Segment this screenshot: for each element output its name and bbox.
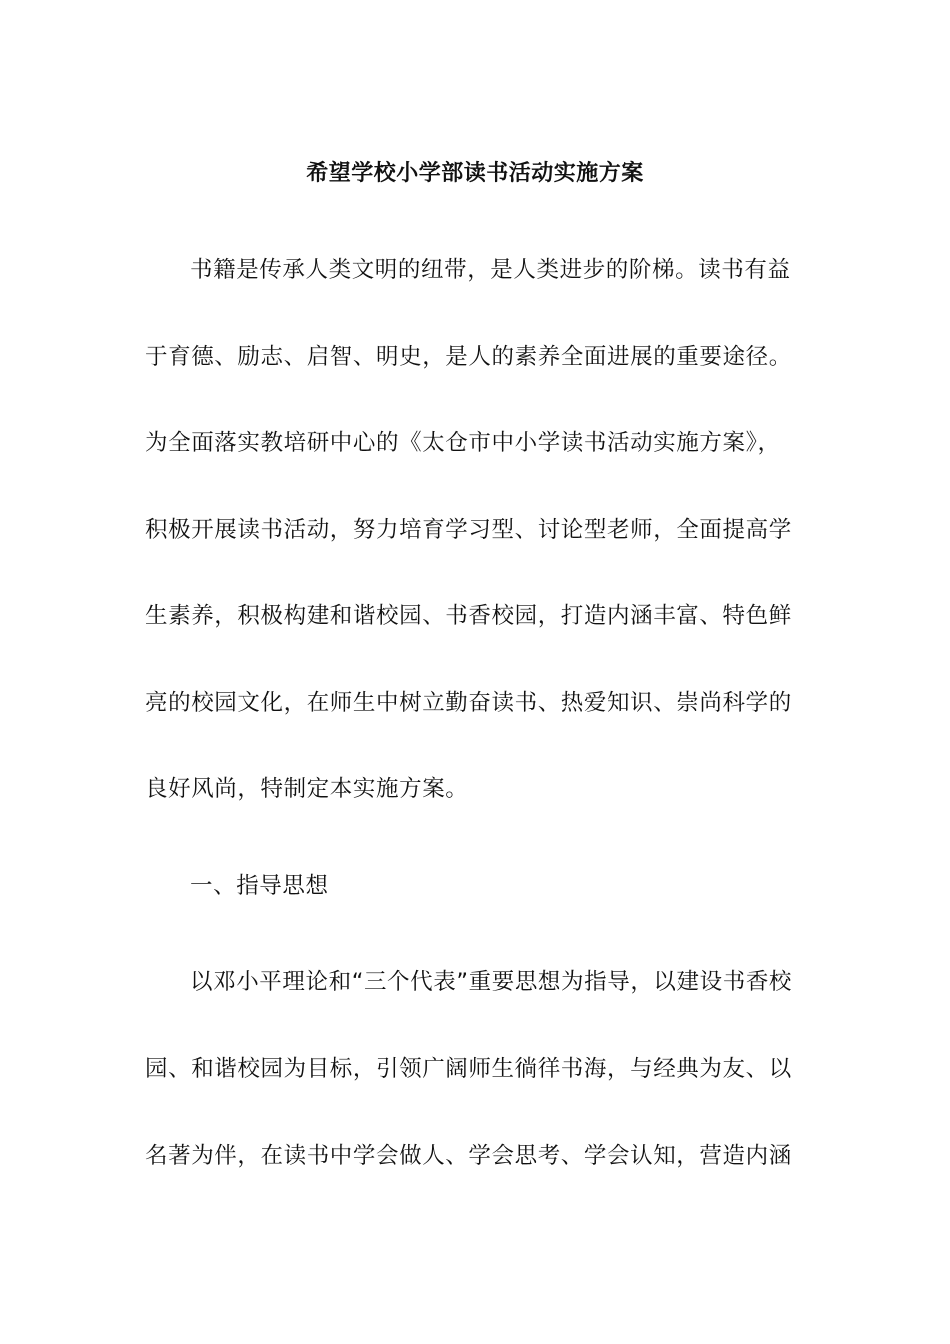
paragraph-line: 名著为伴，在读书中学会做人、学会思考、学会认知，营造内涵 (145, 1143, 792, 1169)
paragraph-line: 于育德、励志、启智、明史，是人的素养全面进展的重要途径。 (145, 344, 792, 370)
paragraph-line: 亮的校园文化，在师生中树立勤奋读书、热爱知识、崇尚科学的 (145, 690, 792, 716)
paragraph-line: 园、和谐校园为目标，引领广阔师生徜徉书海，与经典为友、以 (145, 1056, 792, 1082)
section-heading: 一、指导思想 (190, 873, 329, 899)
paragraph-line: 生素养，积极构建和谐校园、书香校园，打造内涵丰富、特色鲜 (145, 603, 792, 629)
document-title: 希望学校小学部读书活动实施方案 (306, 161, 644, 186)
paragraph-line: 以邓小平理论和“三个代表”重要思想为指导，以建设书香校 (190, 969, 793, 995)
paragraph-line: 良好风尚，特制定本实施方案。 (145, 776, 469, 802)
paragraph-line: 积极开展读书活动，努力培育学习型、讨论型老师，全面提高学 (145, 517, 792, 543)
paragraph-line: 为全面落实教培研中心的《太仓市中小学读书活动实施方案》， (145, 430, 781, 456)
paragraph-line: 书籍是传承人类文明的纽带，是人类进步的阶梯。读书有益 (190, 257, 791, 283)
